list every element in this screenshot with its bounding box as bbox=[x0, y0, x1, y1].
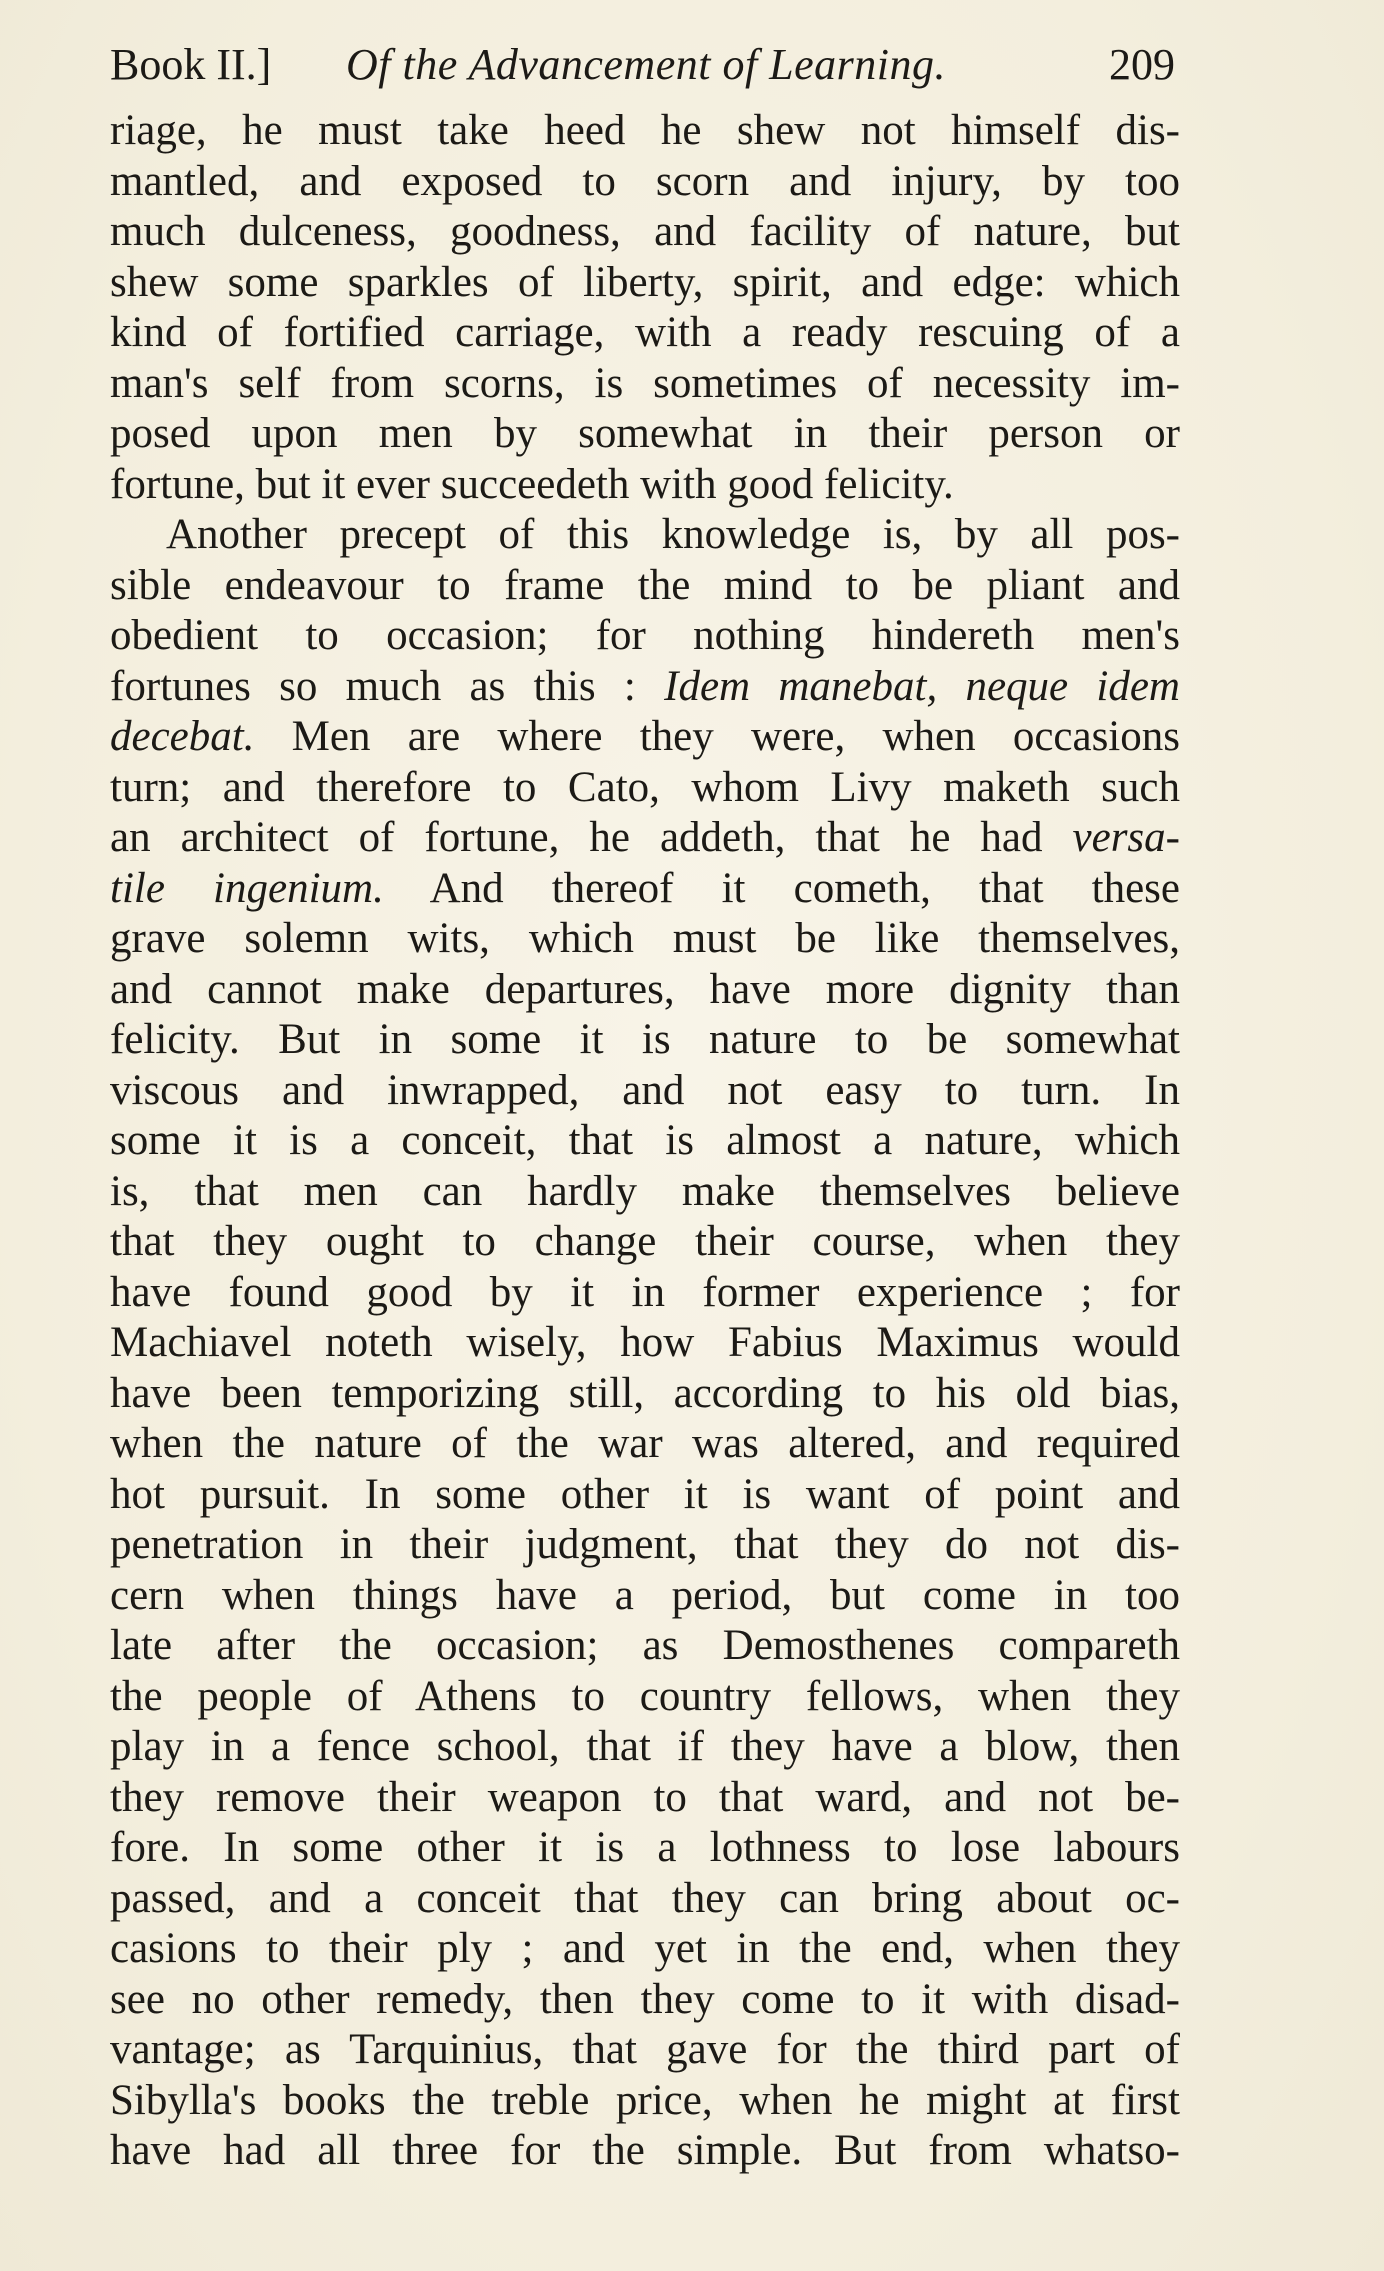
text-line: Sibylla's books the treble price, when he might at first bbox=[110, 2076, 1180, 2124]
text-line: casions to their ply ; and yet in the end, when they bbox=[110, 1925, 1180, 1972]
text-line: shew some sparkles of liberty, spirit, and edge: which bbox=[110, 258, 1180, 306]
text-line: that they ought to change their course, when they bbox=[110, 1218, 1180, 1265]
text-line: sible endeavour to frame the mind to be pliant and bbox=[110, 561, 1180, 609]
text-line: kind of fortified carriage, with a ready rescuing of a bbox=[110, 309, 1180, 356]
running-header bbox=[110, 30, 1175, 100]
text-line: see no other remedy, then they come to it with disad- bbox=[110, 1975, 1180, 2023]
text-line: tile ingenium. And thereof it cometh, that these bbox=[110, 864, 1180, 912]
text-line: felicity. But in some it is nature to be somewhat bbox=[110, 1016, 1180, 1063]
text-line: when the nature of the war was altered, and required bbox=[110, 1420, 1180, 1467]
text-line: Machiavel noteth wisely, how Fabius Maximus would bbox=[110, 1319, 1180, 1366]
text-line: have been temporizing still, according to his old bias, bbox=[110, 1369, 1180, 1417]
text-line: have had all three for the simple. But from whatso- bbox=[110, 2127, 1180, 2174]
body-text bbox=[110, 106, 1180, 2177]
text-line: the people of Athens to country fellows, when they bbox=[110, 1672, 1180, 1720]
text-line: some it is a conceit, that is almost a nature, which bbox=[110, 1117, 1180, 1164]
text-line: man's self from scorns, is sometimes of necessity im- bbox=[110, 359, 1180, 407]
text-line: and cannot make departures, have more dignity than bbox=[110, 965, 1180, 1013]
latin-quotation: decebat. bbox=[110, 713, 255, 760]
text-line: posed upon men by somewhat in their person or bbox=[110, 410, 1180, 457]
text-line: is, that men can hardly make themselves believe bbox=[110, 1167, 1180, 1215]
latin-quotation: Idem manebat, neque idem bbox=[664, 662, 1180, 710]
text-line: vantage; as Tarquinius, that gave for the third part of bbox=[110, 2026, 1180, 2073]
text-line: play in a fence school, that if they have a blow, then bbox=[110, 1723, 1180, 1770]
text-line: passed, and a conceit that they can bring about oc- bbox=[110, 1874, 1180, 1922]
text-line: grave solemn wits, which must be like themselves, bbox=[110, 915, 1180, 962]
text-line: have found good by it in former experience ; for bbox=[110, 1268, 1180, 1316]
text-line: mantled, and exposed to scorn and injury, by too bbox=[110, 157, 1180, 205]
text-line: late after the occasion; as Demosthenes compareth bbox=[110, 1622, 1180, 1669]
book-label: Book II.] bbox=[110, 40, 272, 89]
text-line: riage, he must take heed he shew not himself dis- bbox=[110, 107, 1180, 154]
text-line: hot pursuit. In some other it is want of point and bbox=[110, 1470, 1180, 1518]
text-line: fortunes so much as this : Idem manebat, neque idem bbox=[110, 662, 1180, 710]
paragraph-start-line: Another precept of this knowledge is, by all pos- bbox=[166, 511, 1180, 558]
text-line: obedient to occasion; for nothing hindereth men's bbox=[110, 612, 1180, 659]
text-line: they remove their weapon to that ward, and not be- bbox=[110, 1773, 1180, 1821]
latin-phrase: versa- bbox=[1072, 814, 1180, 861]
text-line: turn; and therefore to Cato, whom Livy maketh such bbox=[110, 763, 1180, 811]
text-line: an architect of fortune, he addeth, that he had versa- bbox=[110, 814, 1180, 861]
text-line: penetration in their judgment, that they do not dis- bbox=[110, 1521, 1180, 1568]
page-number: 209 bbox=[1109, 40, 1175, 89]
text-line: cern when things have a period, but come in too bbox=[110, 1571, 1180, 1619]
text-line: viscous and inwrapped, and not easy to turn. In bbox=[110, 1066, 1180, 1114]
latin-phrase: tile ingenium. bbox=[110, 864, 384, 912]
text-line: much dulceness, goodness, and facility of nature, but bbox=[110, 208, 1180, 255]
running-title: Of the Advancement of Learning. bbox=[346, 40, 947, 89]
text-line: decebat. Men are where they were, when occasions bbox=[110, 713, 1180, 760]
text-line: fore. In some other it is a lothness to lose labours bbox=[110, 1824, 1180, 1871]
text-line: fortune, but it ever succeedeth with good felicity. bbox=[110, 460, 954, 508]
